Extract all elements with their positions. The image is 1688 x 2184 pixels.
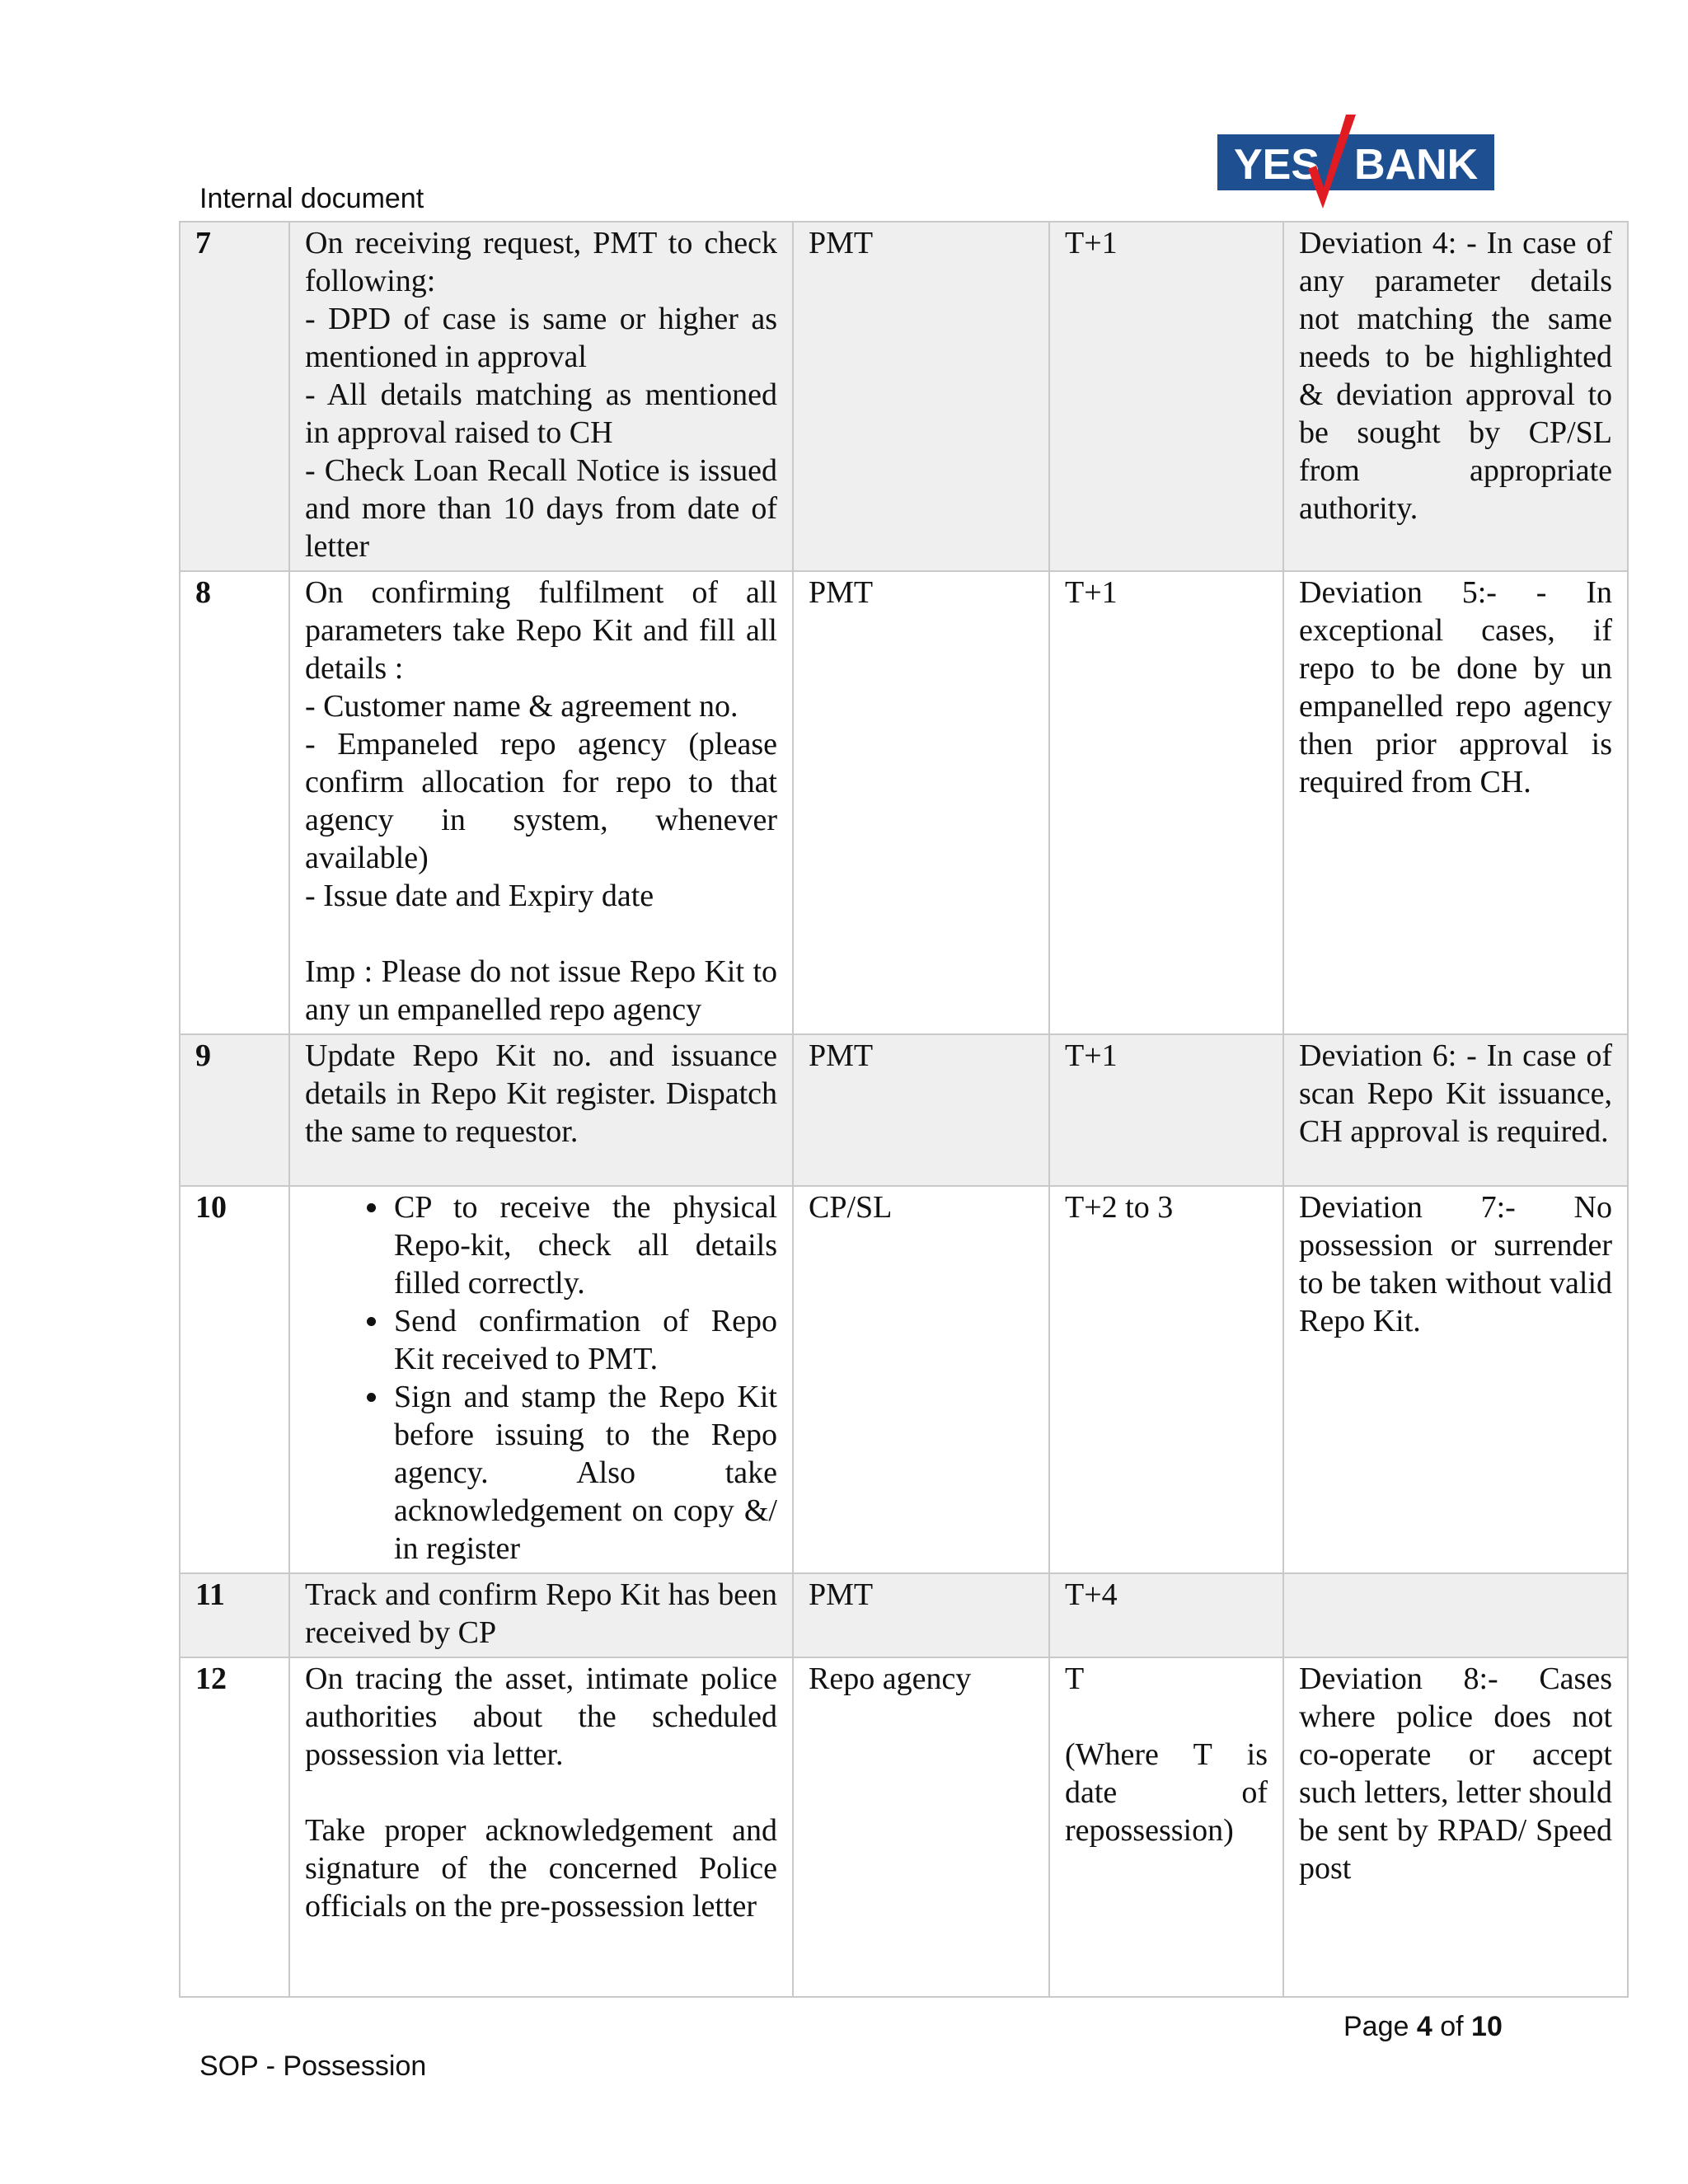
footer-document-title: SOP - Possession	[199, 2050, 427, 2082]
step-number: 12	[180, 1657, 289, 1997]
step-tat: T+1	[1049, 1034, 1283, 1186]
step-description: On receiving request, PMT to check following: - DPD of case is same or higher as mentioned in approval - All details matching as mentioned in approval raised to CH - Check Loan Recall Notice is issued and more than 10 days from date of letter	[289, 222, 793, 571]
step-owner: Repo agency	[793, 1657, 1049, 1997]
step-deviation: Deviation 7:- No possession or surrender to be taken without valid Repo Kit.	[1283, 1186, 1628, 1573]
step-description	[289, 1186, 793, 1573]
step-description: On tracing the asset, intimate police authorities about the scheduled possession via letter. Take proper acknowledgement and signature of the concerned Police officials on the pre-possession letter	[289, 1657, 793, 1997]
step-number: 11	[180, 1573, 289, 1657]
header-internal-document: Internal document	[199, 183, 424, 214]
logo-text-bank: BANK	[1354, 141, 1479, 189]
table-row	[180, 1186, 1628, 1573]
page-number: Page 4 of 10	[1343, 2011, 1503, 2042]
step-description: On confirming fulfilment of all parameters take Repo Kit and fill all details : - Customer name & agreement no. - Empaneled repo agency (please confirm allocation for repo to that agency in system, whenever available) - Issue date and Expiry date Imp : Please do not issue Repo Kit to any un empanelled repo agency	[289, 571, 793, 1034]
step-description: Track and confirm Repo Kit has been received by CP	[289, 1573, 793, 1657]
step-tat-note: (Where T is date of repossession)	[1065, 1737, 1268, 1848]
step-tat: T+1	[1049, 571, 1283, 1034]
table-row	[180, 1657, 1628, 1997]
step-note: Imp : Please do not issue Repo Kit to any un empanelled repo agency	[305, 954, 777, 1027]
yes-bank-logo	[1216, 111, 1496, 214]
step-owner: PMT	[793, 222, 1049, 571]
step-deviation: Deviation 5:- - In exceptional cases, if repo to be done by un empanelled repo agency then prior approval is required from CH.	[1283, 571, 1628, 1034]
step-deviation	[1283, 1573, 1628, 1657]
step-deviation: Deviation 6: - In case of scan Repo Kit issuance, CH approval is required.	[1283, 1034, 1628, 1186]
logo-text-yes: YES	[1234, 141, 1320, 189]
step-deviation: Deviation 8:- Cases where police does not co-operate or accept such letters, letter should be sent by RPAD/ Speed post	[1283, 1657, 1628, 1997]
step-deviation: Deviation 4: - In case of any parameter details not matching the same needs to be highlighted & deviation approval to be sought by CP/SL from appropriate authority.	[1283, 222, 1628, 571]
table-row	[180, 571, 1628, 1034]
step-number: 7	[180, 222, 289, 571]
list-item: • Send confirmation of Repo Kit received to PMT.	[391, 1302, 777, 1378]
step-owner: PMT	[793, 1573, 1049, 1657]
table-row	[180, 1573, 1628, 1657]
step-tat: T+4	[1049, 1573, 1283, 1657]
sop-table	[179, 221, 1629, 1998]
step-tat: T+2 to 3	[1049, 1186, 1283, 1573]
step-note: Take proper acknowledgement and signature of the concerned Police officials on the pre-possession letter	[305, 1813, 777, 1924]
step-number: 9	[180, 1034, 289, 1186]
step-description: Update Repo Kit no. and issuance details in Repo Kit register. Dispatch the same to requestor.	[289, 1034, 793, 1186]
table-row	[180, 222, 1628, 571]
step-owner: PMT	[793, 1034, 1049, 1186]
step-tat: T+1	[1049, 222, 1283, 571]
step-tat: T (Where T is date of repossession)	[1049, 1657, 1283, 1997]
step-number: 8	[180, 571, 289, 1034]
list-item: • Sign and stamp the Repo Kit before issuing to the Repo agency. Also take acknowledgement on copy &/ in register	[391, 1378, 777, 1568]
table-row	[180, 1034, 1628, 1186]
step-owner: PMT	[793, 571, 1049, 1034]
step-owner: CP/SL	[793, 1186, 1049, 1573]
list-item: • CP to receive the physical Repo-kit, check all details filled correctly.	[391, 1188, 777, 1302]
step-number: 10	[180, 1186, 289, 1573]
